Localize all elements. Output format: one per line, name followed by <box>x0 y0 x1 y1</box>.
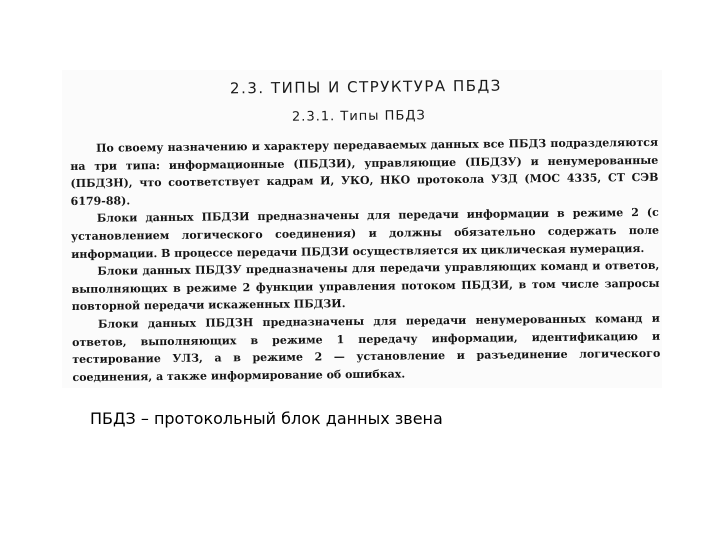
scanned-body-text <box>70 134 661 386</box>
subsection-heading: 2.3.1. Типы ПБДЗ <box>291 108 426 125</box>
paragraph-pbdzi: Блоки данных ПБДЗИ предназначены для передачи информации в режиме 2 (с установлением логического соединения) и должны обязательно содержать поле информации. В процессе передачи ПБДЗИ осуществляется их циклическая нумерация. <box>70 206 660 261</box>
paragraph-types: По своему назначению и характеру передаваемых данных все ПБДЗ подразделяются на три типа: информационные (ПБДЗИ), управляющие (ПБДЗУ) и ненумерованные (ПБДЗН), что соответствует кадрам И, УКО, НКО протокола УЗД (МОС 4335, СТ СЭВ 6179-88). <box>70 135 659 208</box>
section-heading: 2.3. ТИПЫ И СТРУКТУРА ПБДЗ <box>229 76 502 98</box>
definition-caption: ПБДЗ – протокольный блок данных звена <box>90 409 443 428</box>
paragraph-pbdzn: Блоки данных ПБДЗН предназначены для передачи ненумерованных команд и ответов, выполняющих в режиме 1 передачу информации, идентификацию и тестирование УЛЗ, а в режиме 2 — установление и разъединение логического соединения, а также информирование об ошибках. <box>72 311 661 384</box>
paragraph-pbdzu: Блоки данных ПБДЗУ предназначены для передачи управляющих команд и ответов, выполняющих в режиме 2 функции управления потоком ПБДЗИ, в том числе запросы повторной передачи искаженных ПБДЗИ. <box>71 258 660 314</box>
